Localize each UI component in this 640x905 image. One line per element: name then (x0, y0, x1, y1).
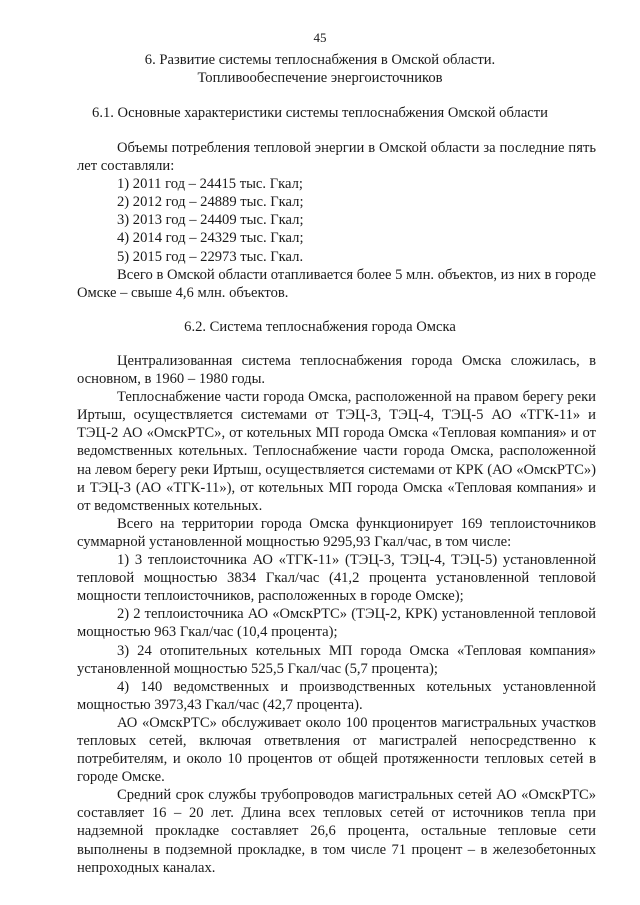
section-title-6-1: 6.1. Основные характеристики системы теплоснабжения Омской области (92, 105, 548, 121)
consumption-item-2014: 4) 2014 год – 24329 тыс. Гкал; (117, 230, 304, 247)
section-1-intro: Объемы потребления тепловой энергии в Омской области за последние пять лет составляли: (77, 140, 596, 175)
list-item: 1) 3 теплоисточника АО «ТГК-11» (ТЭЦ-3, ТЭЦ-4, ТЭЦ-5) установленной тепловой мощностью 3834 Гкал/час (41,2 процента установленной тепловой мощности теплоисточников, расположенных в городе Омске); (77, 552, 596, 605)
paragraph: Централизованная система теплоснабжения города Омска сложилась, в основном, в 1960 – 1980 годы. (77, 353, 596, 388)
consumption-item-2012: 2) 2012 год – 24889 тыс. Гкал; (117, 194, 304, 211)
section-title-6-2: 6.2. Система теплоснабжения города Омска (184, 319, 456, 335)
list-item: 3) 24 отопительных котельных МП города Омска «Тепловая компания» установленной мощностью 525,5 Гкал/час (5,7 процента); (77, 642, 596, 677)
paragraph: Всего на территории города Омска функционирует 169 теплоисточников суммарной установленной мощностью 9295,93 Гкал/час, в том числе: (77, 515, 596, 550)
consumption-item-2013: 3) 2013 год – 24409 тыс. Гкал; (117, 212, 304, 229)
section-1-summary: Всего в Омской области отапливается более 5 млн. объектов, из них в городе Омске – свыше 4,6 млн. объектов. (77, 266, 596, 301)
list-item: 4) 140 ведомственных и производственных котельных установленной мощностью 3973,43 Гкал/час (42,7 процента). (77, 678, 596, 713)
page-number: 45 (313, 30, 327, 45)
section-1-body (77, 139, 596, 302)
section-2-body (77, 352, 596, 877)
chapter-title (60, 51, 580, 87)
consumption-item-2011: 1) 2011 год – 24415 тыс. Гкал; (117, 176, 303, 193)
list-item: 2) 2 теплоисточника АО «ОмскРТС» (ТЭЦ-2, КРК) установленной тепловой мощностью 963 Гкал/час (10,4 процента); (77, 606, 596, 641)
chapter-title-line-1: 6. Развитие системы теплоснабжения в Омской области. (144, 52, 496, 68)
chapter-title-line-2: Топливообеспечение энергоисточников (197, 70, 443, 86)
consumption-item-2015: 5) 2015 год – 22973 тыс. Гкал. (117, 248, 304, 265)
paragraph: Средний срок службы трубопроводов магистральных сетей АО «ОмскРТС» составляет 16 – 20 лет. Длина всех тепловых сетей от источников тепла при надземной прокладке составляет 26,6 процента, остальные тепловые сети выполнены в подземной прокладке, в том числе 71 процент – в железобетонных непроходных каналах. (77, 787, 596, 876)
paragraph: АО «ОмскРТС» обслуживает около 100 процентов магистральных участков тепловых сетей, включая ответвления от магистралей непосредственно к потребителям, и около 10 процентов от общей протяженности тепловых сетей в городе Омске. (77, 714, 596, 786)
paragraph: Теплоснабжение части города Омска, расположенной на правом берегу реки Иртыш, осуществляется системами от ТЭЦ-3, ТЭЦ-4, ТЭЦ-5 АО «ТГК-11» и ТЭЦ-2 АО «ОмскРТС», от котельных МП города Омска «Тепловая компания» и от ведомственных котельных. Теплоснабжение части города Омска, расположенной на левом берегу реки Иртыш, осуществляется системами от КРК (АО «ОмскРТС») и ТЭЦ-3 (АО «ТГК-11»), от котельных МП города Омска «Тепловая компания» и от ведомственных котельных. (77, 389, 596, 514)
